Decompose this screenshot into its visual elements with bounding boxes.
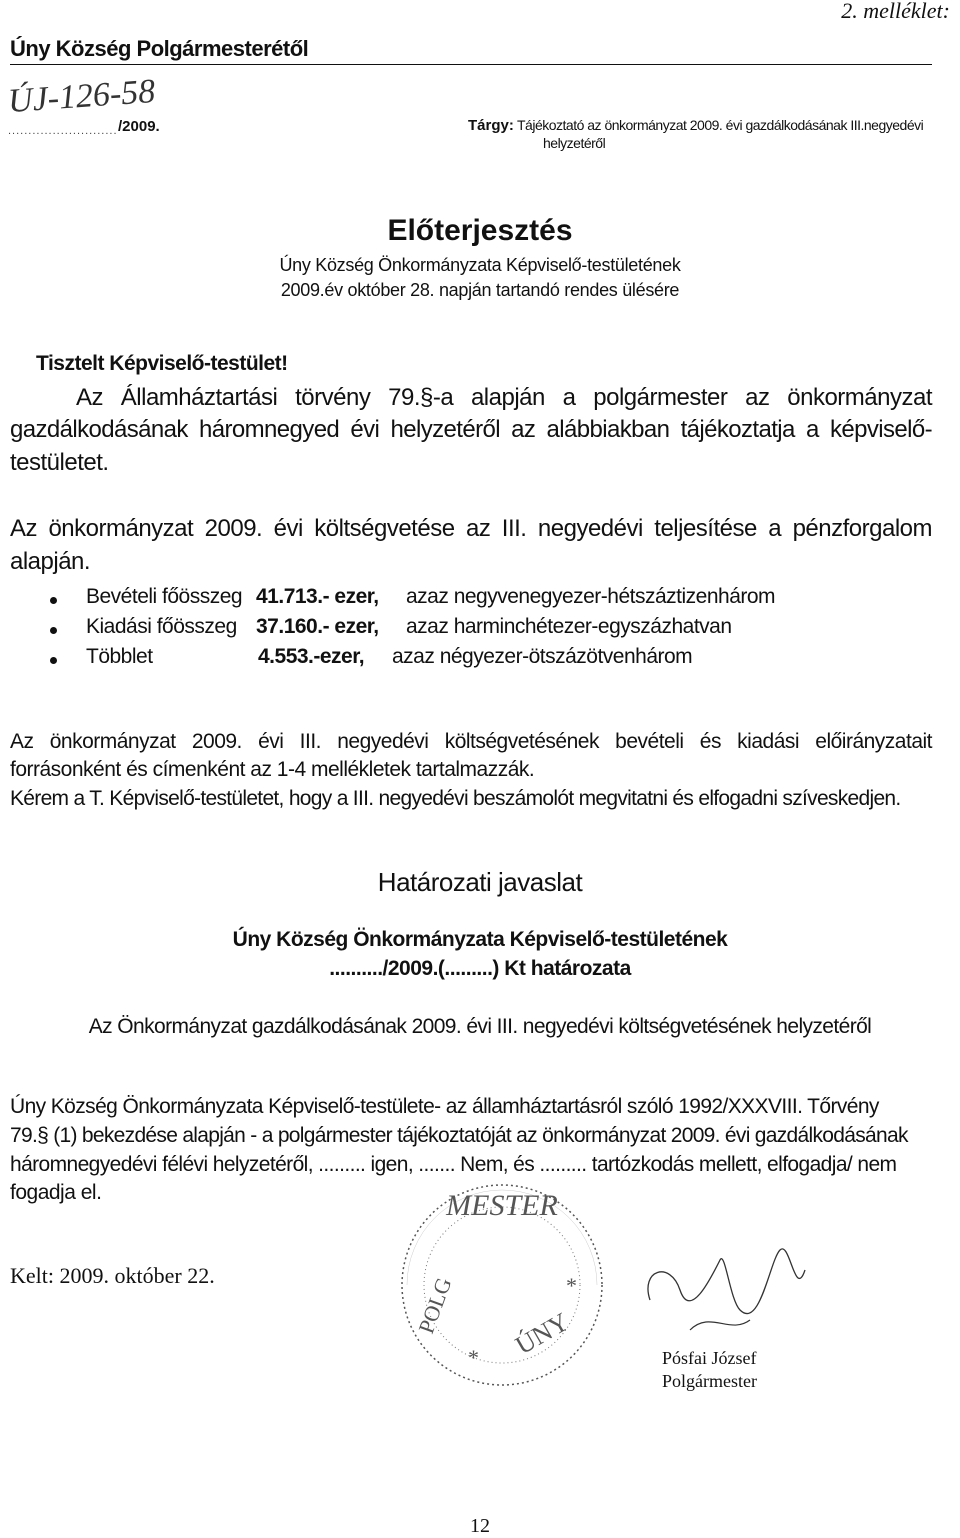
intro-line-1: Az Államháztartási törvény 79.§-a alapján a polgármester az önkormányzat [76,384,932,411]
item-amount: 37.160.- ezer, [256,615,379,638]
signer-title: Polgármester [662,1371,757,1391]
bullet-icon [50,627,57,634]
annex-line-3: Kérem a T. Képviselő-testületet, hogy a III. negyedévi beszámolót megvitatni és elfogadni szíveskedjen. [10,787,901,810]
svg-text:POLG: POLG [413,1274,457,1337]
header-rule [10,64,932,65]
seal-stamp-icon [392,1175,612,1395]
resolution-text-2: 79.§ (1) bekezdése alapján - a polgármester tájékoztatóját az önkormányzat 2009. évi gazdálkodásának [10,1124,908,1147]
intro-line-2: gazdálkodásának háromnegyed évi helyzetéről az alábbiakban tájékoztatja a képviselő- [10,416,932,443]
date-line: Kelt: 2009. október 22. [10,1263,215,1288]
resolution-number: ........../2009.(.........) Kt határozata [329,957,631,980]
resolution-text-1: Úny Község Önkormányzata Képviselő-testülete- az államháztartásról szóló 1992/XXXVIII. Tőrvény [10,1095,879,1118]
item-label: Többlet [86,645,153,668]
subject-line-2: helyzetéről [543,135,606,151]
item-label: Bevételi főösszeg [86,585,243,608]
resolution-text-3: háromnegyedévi félévi helyzetéről, ......... igen, ....... Nem, és ......... tartózkodás mellett, elfogadja/ nem [10,1153,897,1176]
resolution-body-name: Úny Község Önkormányzata Képviselő-testületének [232,928,728,951]
official-seal [392,1175,612,1395]
item-words: azaz harminchétezer-egyszázhatvan [406,615,732,638]
title-sub-2: 2009.év október 28. napján tartandó rendes ülésére [280,280,680,300]
bullet-icon [50,657,57,664]
item-label: Kiadási főösszeg [86,615,237,638]
svg-text:MESTER: MESTER [446,1189,558,1222]
signer-name: Pósfai József [662,1348,757,1368]
item-words: azaz negyvenegyezer-hétszáztizenhárom [406,585,776,608]
svg-text:*: * [468,1345,479,1370]
svg-text:ÚNY: ÚNY [510,1306,574,1361]
item-amount: 41.713.- ezer, [256,585,379,608]
svg-text:*: * [566,1273,577,1298]
ref-dots: ........................... [8,125,118,137]
resolution-text-4: fogadja el. [10,1181,102,1204]
ref-year: /2009. [118,118,160,135]
subject-line-1: Tájékoztató az önkormányzat 2009. évi gazdálkodásának III.negyedévi [517,117,924,133]
item-amount: 4.553.-ezer, [258,645,365,668]
annex-line-2: forrásonként és címenként az 1-4 mellékletek tartalmazzák. [10,758,535,781]
resolution-heading: Határozati javaslat [377,867,583,897]
bullet-icon [50,597,57,604]
handwritten-signature-icon [630,1240,820,1350]
intro-line-3: testületet. [10,449,109,476]
sender-line: Úny Község Polgármesterétől [10,36,309,61]
budget-line-2: alapján. [10,548,91,575]
annex-label: 2. melléklet: [841,0,950,23]
signature [630,1240,820,1350]
document-title: Előterjesztés [387,214,573,247]
budget-line-1: Az önkormányzat 2009. évi költségvetése az III. negyedévi teljesítése a pénzforgalom [10,515,932,542]
item-words: azaz négyezer-ötszázötvenhárom [392,645,693,668]
title-sub-1: Úny Község Önkormányzata Képviselő-testületének [279,255,681,275]
annex-line-1: Az önkormányzat 2009. évi III. negyedévi költségvetésének bevételi és kiadási előirányzatait [10,730,932,753]
subject-label: Tárgy: [468,117,514,134]
page-number: 12 [470,1515,490,1537]
salutation: Tisztelt Képviselő-testület! [36,352,288,375]
resolution-subject: Az Önkormányzat gazdálkodásának 2009. évi III. negyedévi költségvetésének helyzetéről [88,1015,872,1038]
handwritten-ref: ÚJ-126-58 [6,72,157,121]
